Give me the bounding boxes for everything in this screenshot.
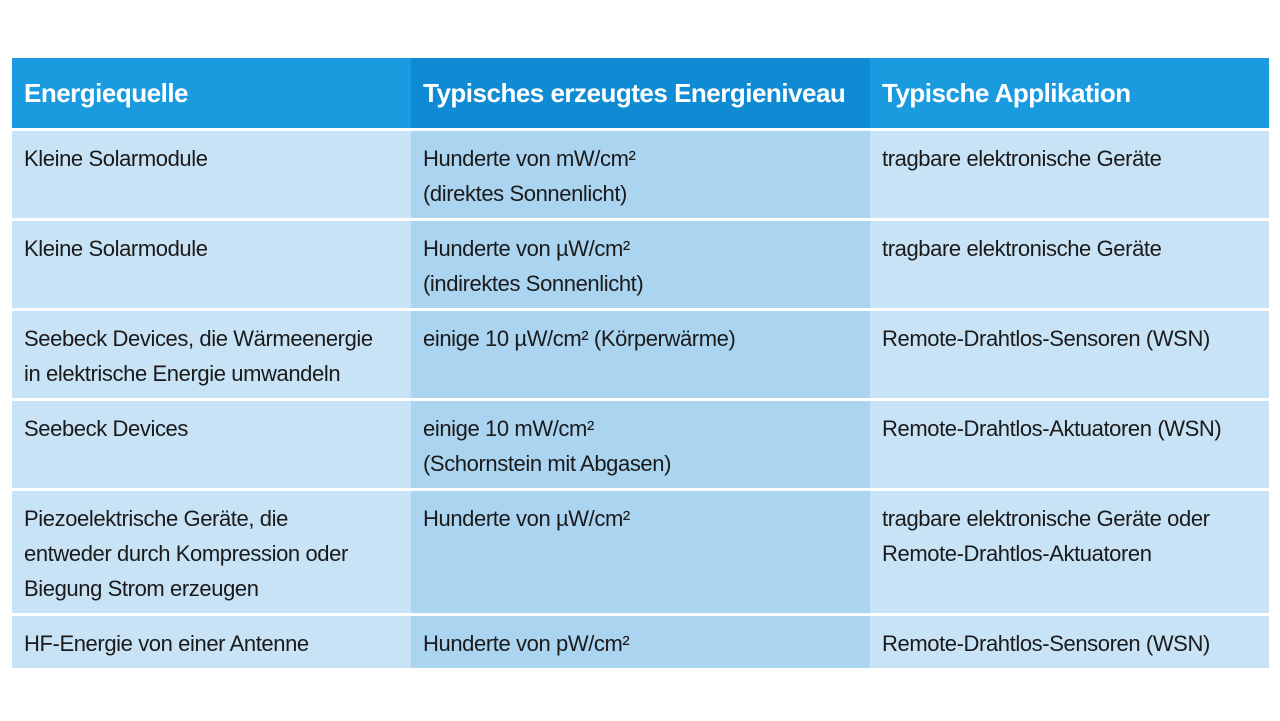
cell-line: Hunderte von mW/cm² <box>423 146 636 171</box>
cell-line: Hunderte von µW/cm² <box>423 506 630 531</box>
energy-harvesting-table <box>12 58 1269 668</box>
cell-line: (indirektes Sonnenlicht) <box>423 271 644 296</box>
table-row <box>12 400 1269 490</box>
cell-application <box>870 615 1269 669</box>
cell-application <box>870 130 1269 220</box>
cell-energy-level <box>411 400 870 490</box>
cell-energy-level <box>411 220 870 310</box>
header-energy-source: Energiequelle <box>12 58 411 130</box>
cell-line: (Schornstein mit Abgasen) <box>423 451 672 476</box>
cell-application <box>870 310 1269 400</box>
cell-line: Seebeck Devices, die Wärmeenergie <box>24 326 373 351</box>
cell-line: Hunderte von pW/cm² <box>423 631 630 656</box>
cell-energy-source <box>12 400 411 490</box>
cell-energy-level <box>411 615 870 669</box>
cell-line: einige 10 µW/cm² (Körperwärme) <box>423 326 736 351</box>
cell-line: Remote-Drahtlos-Sensoren (WSN) <box>882 631 1210 656</box>
cell-line: tragbare elektronische Geräte <box>882 236 1162 261</box>
table-row <box>12 220 1269 310</box>
header-energy-level: Typisches erzeugtes Energieniveau <box>411 58 870 130</box>
cell-energy-level <box>411 490 870 615</box>
cell-energy-level <box>411 130 870 220</box>
cell-line: tragbare elektronische Geräte oder <box>882 506 1210 531</box>
table-row <box>12 310 1269 400</box>
cell-line: Biegung Strom erzeugen <box>24 576 259 601</box>
table-row <box>12 615 1269 669</box>
cell-energy-source <box>12 220 411 310</box>
cell-line: Kleine Solarmodule <box>24 236 208 261</box>
cell-line: in elektrische Energie umwandeln <box>24 361 341 386</box>
cell-line: Kleine Solarmodule <box>24 146 208 171</box>
cell-line: Piezoelektrische Geräte, die <box>24 506 288 531</box>
cell-energy-source <box>12 490 411 615</box>
cell-line: Remote-Drahtlos-Aktuatoren (WSN) <box>882 416 1222 441</box>
cell-line: tragbare elektronische Geräte <box>882 146 1162 171</box>
cell-energy-level <box>411 310 870 400</box>
cell-line: Remote-Drahtlos-Sensoren (WSN) <box>882 326 1210 351</box>
cell-energy-source <box>12 615 411 669</box>
cell-line: HF-Energie von einer Antenne <box>24 631 309 656</box>
cell-application <box>870 400 1269 490</box>
cell-application <box>870 490 1269 615</box>
cell-line: Remote-Drahtlos-Aktuatoren <box>882 541 1152 566</box>
cell-energy-source <box>12 310 411 400</box>
cell-energy-source <box>12 130 411 220</box>
cell-line: Seebeck Devices <box>24 416 188 441</box>
cell-line: entweder durch Kompression oder <box>24 541 348 566</box>
table-row <box>12 490 1269 615</box>
cell-line: (direktes Sonnenlicht) <box>423 181 627 206</box>
cell-line: einige 10 mW/cm² <box>423 416 594 441</box>
header-application: Typische Applikation <box>870 58 1269 130</box>
cell-application <box>870 220 1269 310</box>
table-row <box>12 130 1269 220</box>
cell-line: Hunderte von µW/cm² <box>423 236 630 261</box>
table-header-row <box>12 58 1269 130</box>
